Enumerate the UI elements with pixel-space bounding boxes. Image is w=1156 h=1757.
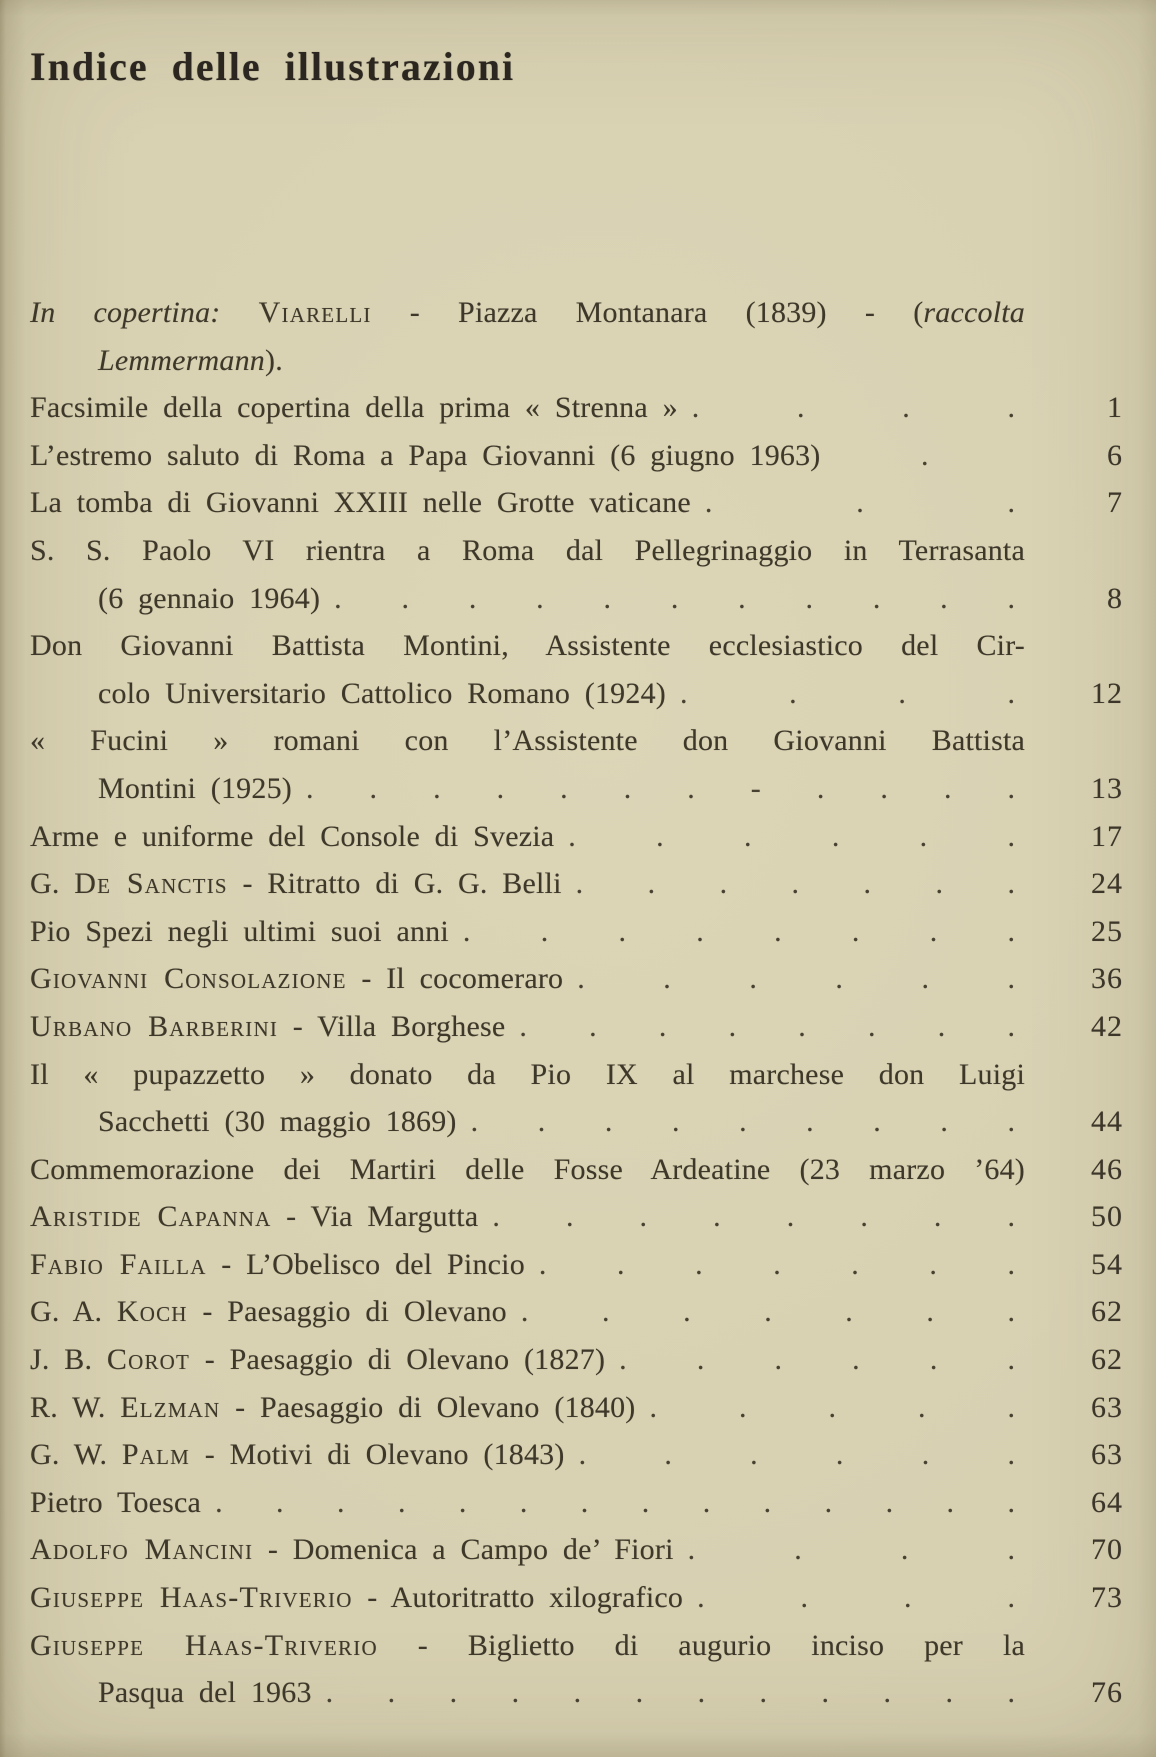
index-entry-line [30,622,1123,670]
page-number: 1 [1107,391,1123,425]
dot-leader: . . . . [697,1581,1015,1615]
entry-text-segment: ). [265,343,283,377]
entry-text [98,765,292,813]
entry-text-segment: raccolta [923,296,1025,329]
dot-leader: . . . . . [649,1390,1015,1424]
entry-text-segment: Il « pupazzetto » donato da Pio IX al marchese don Luigi [30,1057,1025,1091]
page-title: Indice delle illustrazioni [30,43,516,89]
index-entry-line [30,432,1123,480]
entry-text-segment: Sacchetti (30 maggio 1869) [98,1105,457,1139]
entry-text [30,955,563,1003]
entry-text-segment: - Autoritratto xilografico [352,1581,684,1615]
entry-text-segment: - Paesaggio di Olevano (1840) [220,1390,636,1424]
dot-leader: . . . [704,486,1015,520]
page-number: 46 [1091,1152,1123,1186]
entry-text-segment: Palm [121,1438,191,1472]
entry-text-segment: La tomba di Giovanni XXIII nelle Grotte vaticane [30,486,691,520]
entry-text-segment: - Domenica a Campo de’ Fiori [253,1533,674,1567]
index-entry-line [30,1336,1123,1384]
entry-text-segment: Viarelli [258,296,372,329]
page-number: 76 [1091,1676,1123,1710]
entry-text [30,813,554,861]
entry-text [30,1241,525,1289]
entry-text-segment: Adolfo Mancini [30,1533,254,1567]
entry-text-segment: Koch [116,1295,188,1329]
entry-text [30,1336,605,1384]
dot-leader: . . . . . . [619,1343,1015,1377]
entry-text-segment: Lemmermann [98,343,265,377]
page-number: 62 [1091,1295,1123,1329]
index-entry-line [30,1384,1123,1432]
entry-text-segment: Giuseppe Haas-Triverio [30,1628,378,1662]
entry-text-segment: Don Giovanni Battista Montini, Assistente ecclesiastico del Cir- [30,629,1025,663]
entry-text-segment: G. A. [30,1295,117,1329]
page-number: 6 [1107,438,1123,472]
entry-text-segment: R. W. [30,1390,121,1424]
index-entry-line [30,289,1123,337]
entry-text-segment: In copertina: [30,296,259,329]
entry-text-segment: - Ritratto di G. G. Belli [227,867,562,901]
index-entry-line [30,1526,1123,1574]
entry-text-segment: Elzman [120,1390,221,1424]
entry-text [98,670,666,718]
entry-text [30,1003,505,1051]
entry-text [30,717,1025,765]
entry-text-segment: Corot [106,1343,191,1377]
dot-leader: . . . . . . . . [519,1009,1015,1043]
entry-text-segment: J. B. [30,1343,107,1377]
entry-text-segment: - Motivi di Olevano (1843) [190,1438,565,1472]
dot-leader: . . . . . . . . [462,914,1015,948]
page-number: 12 [1091,676,1123,710]
entry-text-segment: - Paesaggio di Olevano [187,1295,507,1329]
index-entry-line [30,860,1123,908]
dot-leader: . . . . . . . . . . . [334,581,1015,615]
entry-text-segment: - L’Obelisco del Pincio [206,1247,525,1281]
entry-text-segment: (6 gennaio 1964) [98,581,321,615]
entry-text [30,384,678,432]
page-number: 62 [1091,1343,1123,1377]
entry-text [30,1526,674,1574]
page-number: 70 [1091,1533,1123,1567]
index-entry-line [30,337,1123,385]
index-entry-line [30,1431,1123,1479]
entry-text [30,622,1025,670]
index-entry-line [30,1669,1123,1717]
entry-text-segment: Pietro Toesca [30,1485,202,1519]
illustration-index-list [30,289,1123,1717]
page-number: 17 [1091,819,1123,853]
page-number: 54 [1091,1247,1123,1281]
dot-leader: . . . . . . . [575,867,1015,901]
entry-text [30,479,691,527]
entry-text [30,1193,478,1241]
entry-text-segment: De Sanctis [74,867,228,901]
entry-text [30,1051,1025,1099]
dot-leader: . . . . . . [578,1438,1015,1472]
entry-text-segment: - Piazza Montanara (1839) - ( [371,296,924,329]
entry-text [30,527,1025,575]
index-entry-line [30,1574,1123,1622]
page-number: 24 [1091,867,1123,901]
entry-text [98,1098,457,1146]
entry-text-segment: - Villa Borghese [278,1009,506,1043]
entry-text-segment: - Via Margutta [271,1200,479,1234]
dot-leader: . . . . [679,676,1015,710]
page-number: 73 [1091,1581,1123,1615]
index-entry-line [30,1241,1123,1289]
index-entry-line [30,1098,1123,1146]
dot-leader: . . . . . . . . . . . . [325,1676,1015,1710]
dot-leader: . . . . . . . . [492,1200,1015,1234]
entry-text-segment: Commemorazione dei Martiri delle Fosse Ardeatine (23 marzo ’64) [30,1152,1025,1186]
entry-text-segment: - Biglietto di augurio inciso per la [377,1628,1025,1662]
dot-leader: . . . . . . . . . [470,1105,1015,1139]
index-entry-line [30,908,1123,956]
entry-text-segment: Pasqua del 1963 [98,1676,312,1710]
entry-text [30,860,562,908]
index-entry-line [30,1146,1123,1194]
entry-text [98,337,283,385]
entry-text [30,1574,683,1622]
entry-text-segment: Fabio Failla [30,1247,207,1281]
entry-text-segment: L’estremo saluto di Roma a Papa Giovanni (6 giugno 1963) [30,438,821,472]
page-number: 64 [1091,1485,1123,1519]
index-entry-line [30,575,1123,623]
entry-text-segment: Montini (1925) [98,771,292,805]
index-entry-line [30,1051,1123,1099]
page-number: 63 [1091,1390,1123,1424]
entry-text [30,1384,636,1432]
index-entry-line [30,1193,1123,1241]
page-number: 7 [1107,486,1123,520]
index-entry-line [30,765,1123,813]
entry-text-segment: G. W. [30,1438,122,1472]
page-number: 50 [1091,1200,1123,1234]
page-number: 36 [1091,962,1123,996]
dot-leader: . . . . [687,1533,1015,1567]
dot-leader: . . . . . . . [538,1247,1015,1281]
entry-text [30,1146,1025,1194]
entry-text [30,908,449,956]
dot-leader: . . . . . . . . . . . . . . [215,1485,1015,1519]
entry-text-segment: Aristide Capanna [30,1200,272,1234]
dot-leader: . . . . . . [568,819,1015,853]
entry-text-segment: - Paesaggio di Olevano (1827) [190,1343,606,1377]
entry-text-segment: Urbano Barberini [30,1009,279,1043]
index-entry-line [30,527,1123,575]
entry-text-segment: Pio Spezi negli ultimi suoi anni [30,914,449,948]
entry-text-segment: Arme e uniforme del Console di Svezia [30,819,555,853]
page-number: 44 [1091,1105,1123,1139]
entry-text [30,1288,507,1336]
index-entry-line [30,813,1123,861]
index-entry-line [30,1479,1123,1527]
entry-text [30,1479,201,1527]
page-number: 25 [1091,914,1123,948]
page-number: 8 [1107,581,1123,615]
dot-leader: . [920,438,929,472]
entry-text-segment: G. [30,867,75,901]
entry-text-segment: S. S. Paolo VI rientra a Roma dal Pellegrinaggio in Terrasanta [30,533,1025,567]
index-entry-line [30,1622,1123,1670]
entry-text [98,1669,312,1717]
index-entry-line [30,717,1123,765]
entry-text-segment: - Il cocomeraro [346,962,564,996]
index-entry-line [30,1003,1123,1051]
index-entry-line [30,955,1123,1003]
entry-text [98,575,320,623]
entry-text-segment: Facsimile della copertina della prima « Strenna » [30,391,678,425]
entry-text [30,289,1025,337]
entry-text [30,432,820,480]
entry-text-segment: colo Universitario Cattolico Romano (1924) [98,676,666,710]
entry-text-segment: Giovanni Consolazione [30,962,347,996]
dot-leader: . . . . . . . [520,1295,1015,1329]
dot-leader: . . . . . . . - . . . . [305,771,1015,805]
index-entry-line [30,1288,1123,1336]
index-entry-line [30,479,1123,527]
entry-text [30,1431,565,1479]
entry-text-segment: « Fucini » romani con l’Assistente don Giovanni Battista [30,724,1025,758]
entry-text-segment: Giuseppe Haas-Triverio [30,1581,353,1615]
index-entry-line [30,384,1123,432]
index-entry-line [30,670,1123,718]
entry-text [30,1622,1025,1670]
page-number: 13 [1091,771,1123,805]
dot-leader: . . . . [691,391,1015,425]
page-number: 63 [1091,1438,1123,1472]
dot-leader: . . . . . . [577,962,1015,996]
page-number: 42 [1091,1009,1123,1043]
